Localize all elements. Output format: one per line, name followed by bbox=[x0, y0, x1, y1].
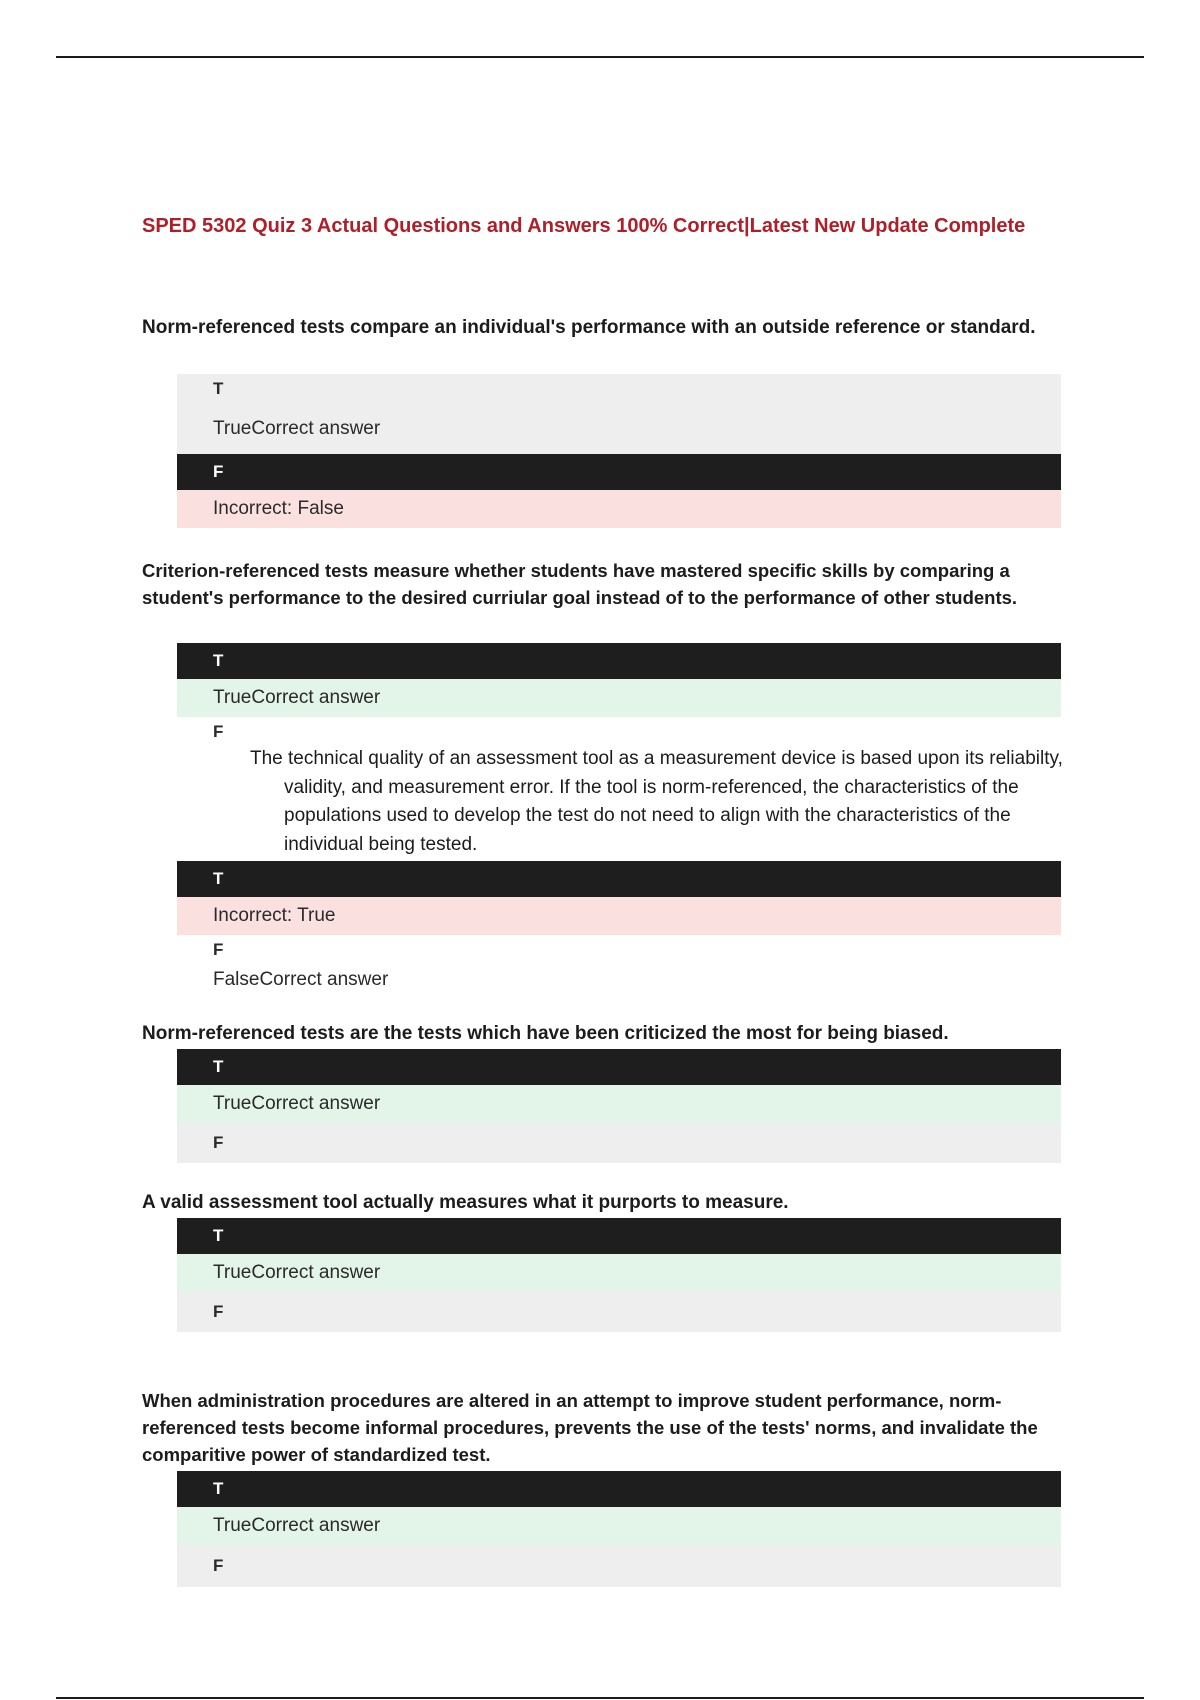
q2-option-f-letter: F bbox=[213, 722, 224, 741]
q6-option-t[interactable]: T bbox=[177, 1471, 1061, 1507]
top-rule bbox=[56, 56, 1144, 58]
question-3: The technical quality of an assessment tool as a measurement device is based upon its reliabilty, validity, and measurement error. If the tool is norm-referenced, the characteristics of the populations used to develop the test do not need to align with the characteristics of the individual being tested. bbox=[250, 748, 1063, 855]
q6-option-f[interactable] bbox=[177, 1545, 1061, 1587]
q5-option-f-letter: F bbox=[213, 1302, 224, 1321]
q3-option-t[interactable]: T bbox=[177, 861, 1061, 897]
question-2: Criterion-referenced tests measure whether students have mastered specific skills by comparing a student's performance to the desired curriular goal instead of to the performance of other students. bbox=[142, 560, 1018, 608]
document-title: SPED 5302 Quiz 3 Actual Questions and Answers 100% Correct|Latest New Update Complete bbox=[142, 215, 1026, 237]
q5-option-f[interactable] bbox=[177, 1292, 1061, 1332]
q1-option-f[interactable]: F bbox=[177, 454, 1061, 490]
q4-option-t-feedback: TrueCorrect answer bbox=[177, 1085, 1061, 1123]
question-5: A valid assessment tool actually measures what it purports to measure. bbox=[142, 1192, 789, 1213]
q2-option-t[interactable]: T bbox=[177, 643, 1061, 679]
q6-option-t-feedback: TrueCorrect answer bbox=[177, 1507, 1061, 1545]
q6-option-f-letter: F bbox=[213, 1556, 224, 1575]
q4-option-f-letter: F bbox=[213, 1133, 224, 1152]
q4-option-f[interactable] bbox=[177, 1123, 1061, 1163]
q5-option-t[interactable]: T bbox=[177, 1218, 1061, 1254]
q1-option-t-letter: T bbox=[213, 379, 224, 398]
q2-option-f[interactable] bbox=[177, 717, 1061, 747]
q1-option-f-feedback: Incorrect: False bbox=[177, 490, 1061, 528]
q3-option-f-letter: F bbox=[213, 940, 224, 959]
q2-option-t-feedback: TrueCorrect answer bbox=[177, 679, 1061, 717]
question-6: When administration procedures are altered in an attempt to improve student performance, norm-referenced tests become informal procedures, prevents the use of the tests' norms, and invalidate the comparitive power of standardized test. bbox=[142, 1390, 1038, 1465]
q4-option-t[interactable]: T bbox=[177, 1049, 1061, 1085]
q3-option-f[interactable] bbox=[177, 935, 1061, 995]
question-1: Norm-referenced tests compare an individual's performance with an outside reference or standard. bbox=[142, 317, 1036, 338]
q1-option-t-feedback: TrueCorrect answer bbox=[213, 418, 381, 439]
q3-option-t-feedback: Incorrect: True bbox=[177, 897, 1061, 935]
question-4: Norm-referenced tests are the tests which have been criticized the most for being biased. bbox=[142, 1023, 949, 1044]
q5-option-t-feedback: TrueCorrect answer bbox=[177, 1254, 1061, 1292]
bottom-rule bbox=[56, 1697, 1144, 1699]
q1-option-t[interactable] bbox=[177, 374, 1061, 454]
q3-option-f-feedback: FalseCorrect answer bbox=[213, 969, 389, 990]
